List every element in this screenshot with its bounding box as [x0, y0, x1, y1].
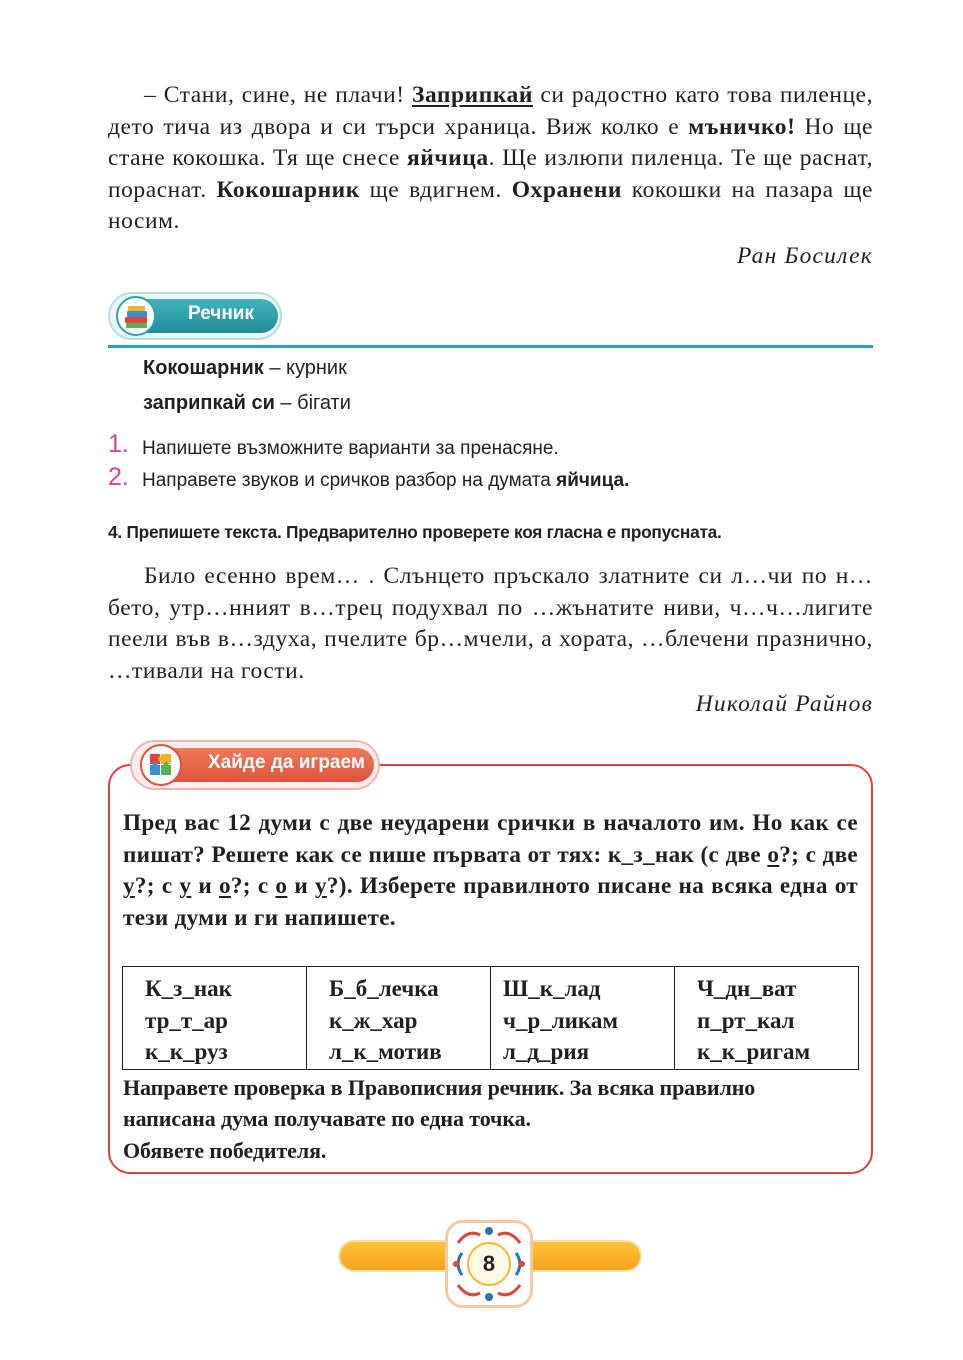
- game-note: написана дума получавате по една точка.: [123, 1106, 531, 1131]
- words-column: Б_б_лечка к_ж_хар л_к_мотив: [307, 967, 491, 1070]
- game-note: Направете проверка в Правописния речник. За всяка правилно: [123, 1075, 756, 1100]
- divider: [108, 345, 873, 348]
- exercise-text: Било есенно врем… . Слънцето пръскало златните си л…чи по н…бето, утр…нният в…трец подухвал по …жънатите ниви, ч…ч…лигите пеели във в…здуха, пчелите бр…мчели, а хората, …блечени празнично, …тивали на гости.: [108, 563, 873, 684]
- task-text: Напишете възможните варианти за пренасяне.: [142, 438, 559, 459]
- dictionary-tab-label: Речник: [188, 303, 254, 324]
- game-tab-label: Хайде да играем: [208, 752, 365, 773]
- puzzle-icon: [140, 744, 182, 786]
- words-column: Ч_дн_ват п_рт_кал к_к_ригам: [675, 967, 859, 1070]
- bold-word: яйчица: [406, 145, 489, 172]
- story-author: Ран Босилек: [737, 243, 873, 269]
- task-text: Направете звуков и сричков разбор на думата яйчица.: [142, 470, 630, 491]
- exercise-title: 4. Препишете текста. Предварително проверете коя гласна е пропусната.: [108, 522, 722, 542]
- exercise-author: Николай Райнов: [695, 691, 873, 717]
- story-paragraph: – Стани, сине, не плачи! Заприпкай си радостно като това пиленце, дето тича из двора и си търси храница. Виж колко е мъничко! Но ще стане кокошка. Тя ще снесе яйчица. Ще излюпи пиленца. Те ще раснат, пораснат. Кокошарник ще вдигнем. Охранени кокошки на пазара ще носим.: [108, 82, 873, 235]
- words-column: Ш_к_лад ч_р_ликам л_д_рия: [491, 967, 675, 1070]
- dictionary-tab: [108, 292, 282, 340]
- words-table: [122, 966, 859, 1070]
- dictionary-entry: заприпкай си – бігати: [143, 392, 351, 414]
- bold-word: мъничко!: [688, 113, 796, 140]
- game-note: Обявете победителя.: [123, 1138, 327, 1163]
- words-column: К_з_нак тр_т_ар к_к_руз: [123, 967, 307, 1070]
- dictionary-entry: Кокошарник – курник: [143, 357, 347, 379]
- page-number: 8: [467, 1242, 511, 1286]
- task-number: 1.: [108, 430, 129, 458]
- bold-word: Охранени: [511, 176, 623, 203]
- game-intro: Пред вас 12 думи с две неударени срички в началото им. Но как се пишат? Решете как се пише първата от тях: к_з_нак (с две о?; с две у?; с у и о?; с о и у?). Изберете правилното писане на всяка една от тези думи и ги напишете.: [123, 810, 858, 931]
- bold-word: Кокошарник: [216, 176, 360, 203]
- books-icon: [116, 296, 156, 336]
- task-number: 2.: [108, 463, 129, 491]
- bold-word: Заприпкай: [411, 82, 533, 108]
- game-tab: [130, 740, 380, 790]
